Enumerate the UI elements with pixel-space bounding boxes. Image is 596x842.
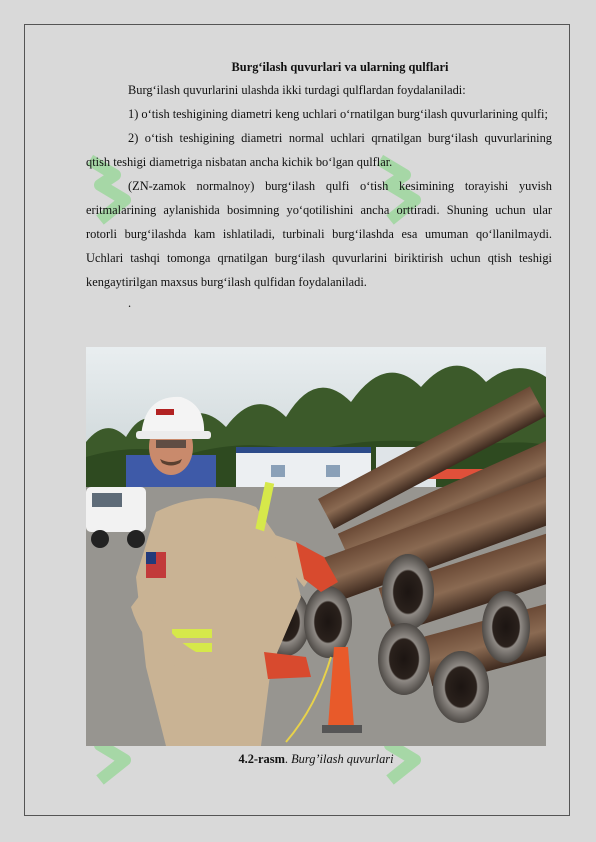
page-title: Burg‘ilash quvurlari va ularning qulflari bbox=[231, 60, 449, 74]
figure-photo bbox=[86, 347, 546, 746]
paragraph: (ZN-zamok normalnoy) burg‘ilash qulfi o‘tish kesimining torayishi yuvish eritmalarining aylanishida bosimning yo‘qotilishini ancha orttiradi. Shuning uchun ular rotorli burg‘ilashda kam ishlatiladi, turbinali burg‘ilashda esa umuman qo‘llanilmaydi. Uchlari tashqi tomonga qrnatilgan burg‘ilash quvurlarini biriktirish uchun qtish teshigi kengaytirilgan maxsus burg‘ilash qulfidan foydalaniladi. bbox=[86, 179, 552, 289]
paragraph: 1) o‘tish teshigining diametri keng uchlari o‘rnatilgan burg‘ilash quvurlarining qulfi; bbox=[128, 107, 548, 121]
paragraph: Burg‘ilash quvurlarini ulashda ikki turdagi qulflardan foydalaniladi: bbox=[128, 83, 466, 97]
caption-separator: . bbox=[284, 752, 288, 766]
figure-caption-text: Burg’ilash quvurlari bbox=[291, 752, 394, 766]
figure-number: 4.2-rasm bbox=[238, 752, 285, 766]
drill-pipes-photo bbox=[86, 347, 546, 746]
paragraph: 2) o‘tish teshigining diametri normal uchlari qrnatilgan burg‘ilash quvurlarining qtish teshigi diametriga nisbatan ancha kichik bo‘lgan qulflar. bbox=[86, 131, 552, 169]
figure-caption bbox=[86, 752, 546, 767]
stray-dot: . bbox=[128, 296, 132, 310]
document-body bbox=[86, 56, 552, 312]
